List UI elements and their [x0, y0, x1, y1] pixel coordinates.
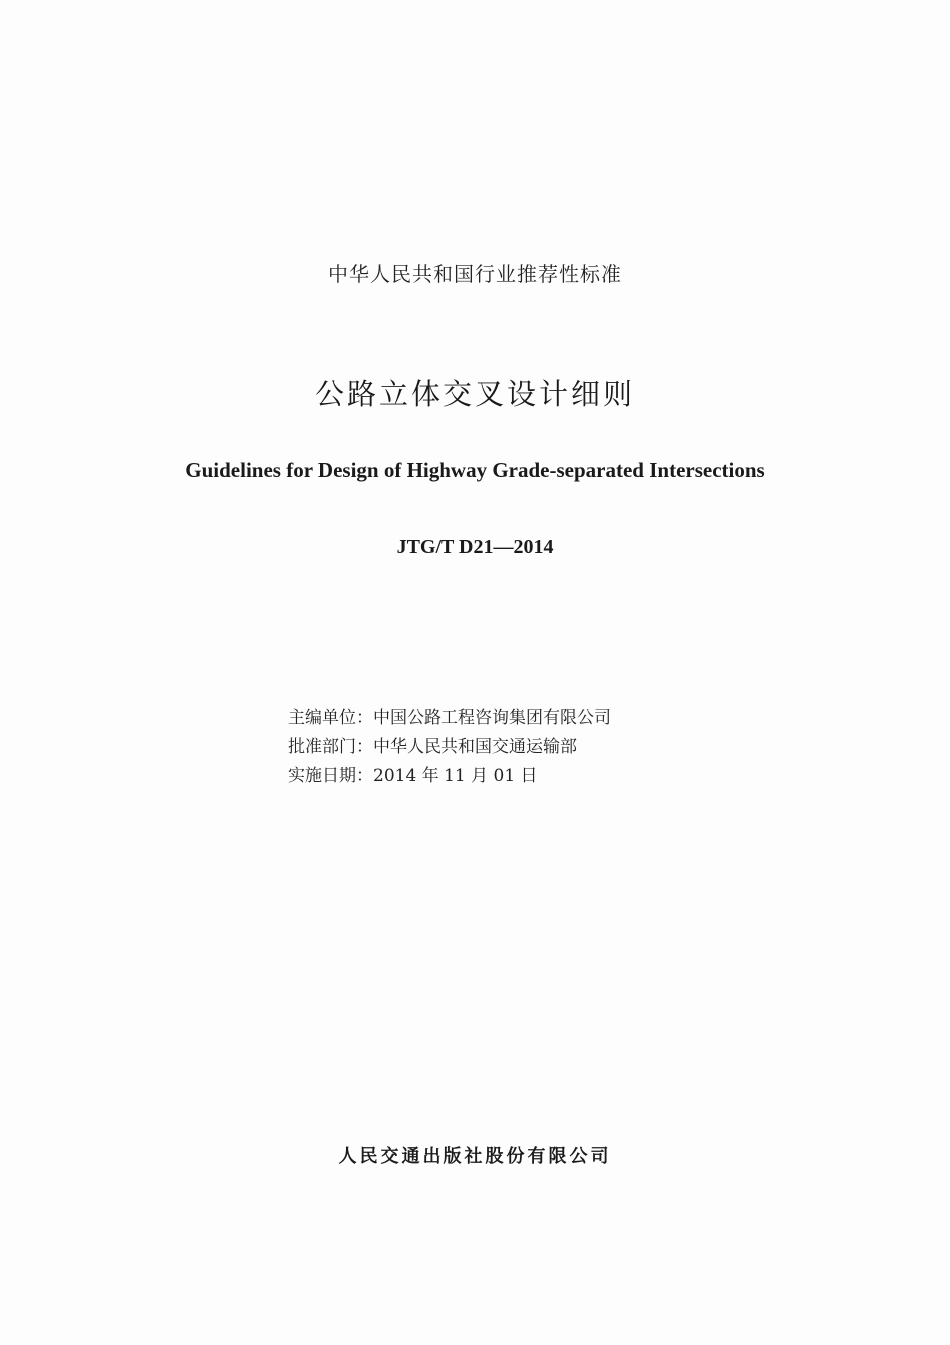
editor-unit-row [288, 704, 611, 733]
approval-department-label: 批准部门： [288, 737, 373, 757]
publisher-name: 人民交通出版社股份有限公司 [338, 1146, 612, 1167]
effective-date-row [288, 762, 611, 791]
standard-series-heading: 中华人民共和国行业推荐性标准 [328, 262, 622, 286]
document-title-english: Guidelines for Design of Highway Grade-separated Intersections [185, 458, 765, 482]
editor-unit-label: 主编单位： [288, 708, 373, 728]
publication-info-block [288, 704, 611, 791]
standard-code: JTG/T D21—2014 [396, 536, 554, 558]
document-title-chinese: 公路立体交叉设计细则 [314, 377, 635, 411]
approval-department-row [288, 733, 611, 762]
editor-unit-value: 中国公路工程咨询集团有限公司 [373, 708, 611, 728]
approval-department-value: 中华人民共和国交通运输部 [373, 737, 577, 757]
effective-date-label: 实施日期： [288, 766, 373, 786]
effective-date-value: 2014 年 11 月 01 日 [373, 766, 538, 786]
